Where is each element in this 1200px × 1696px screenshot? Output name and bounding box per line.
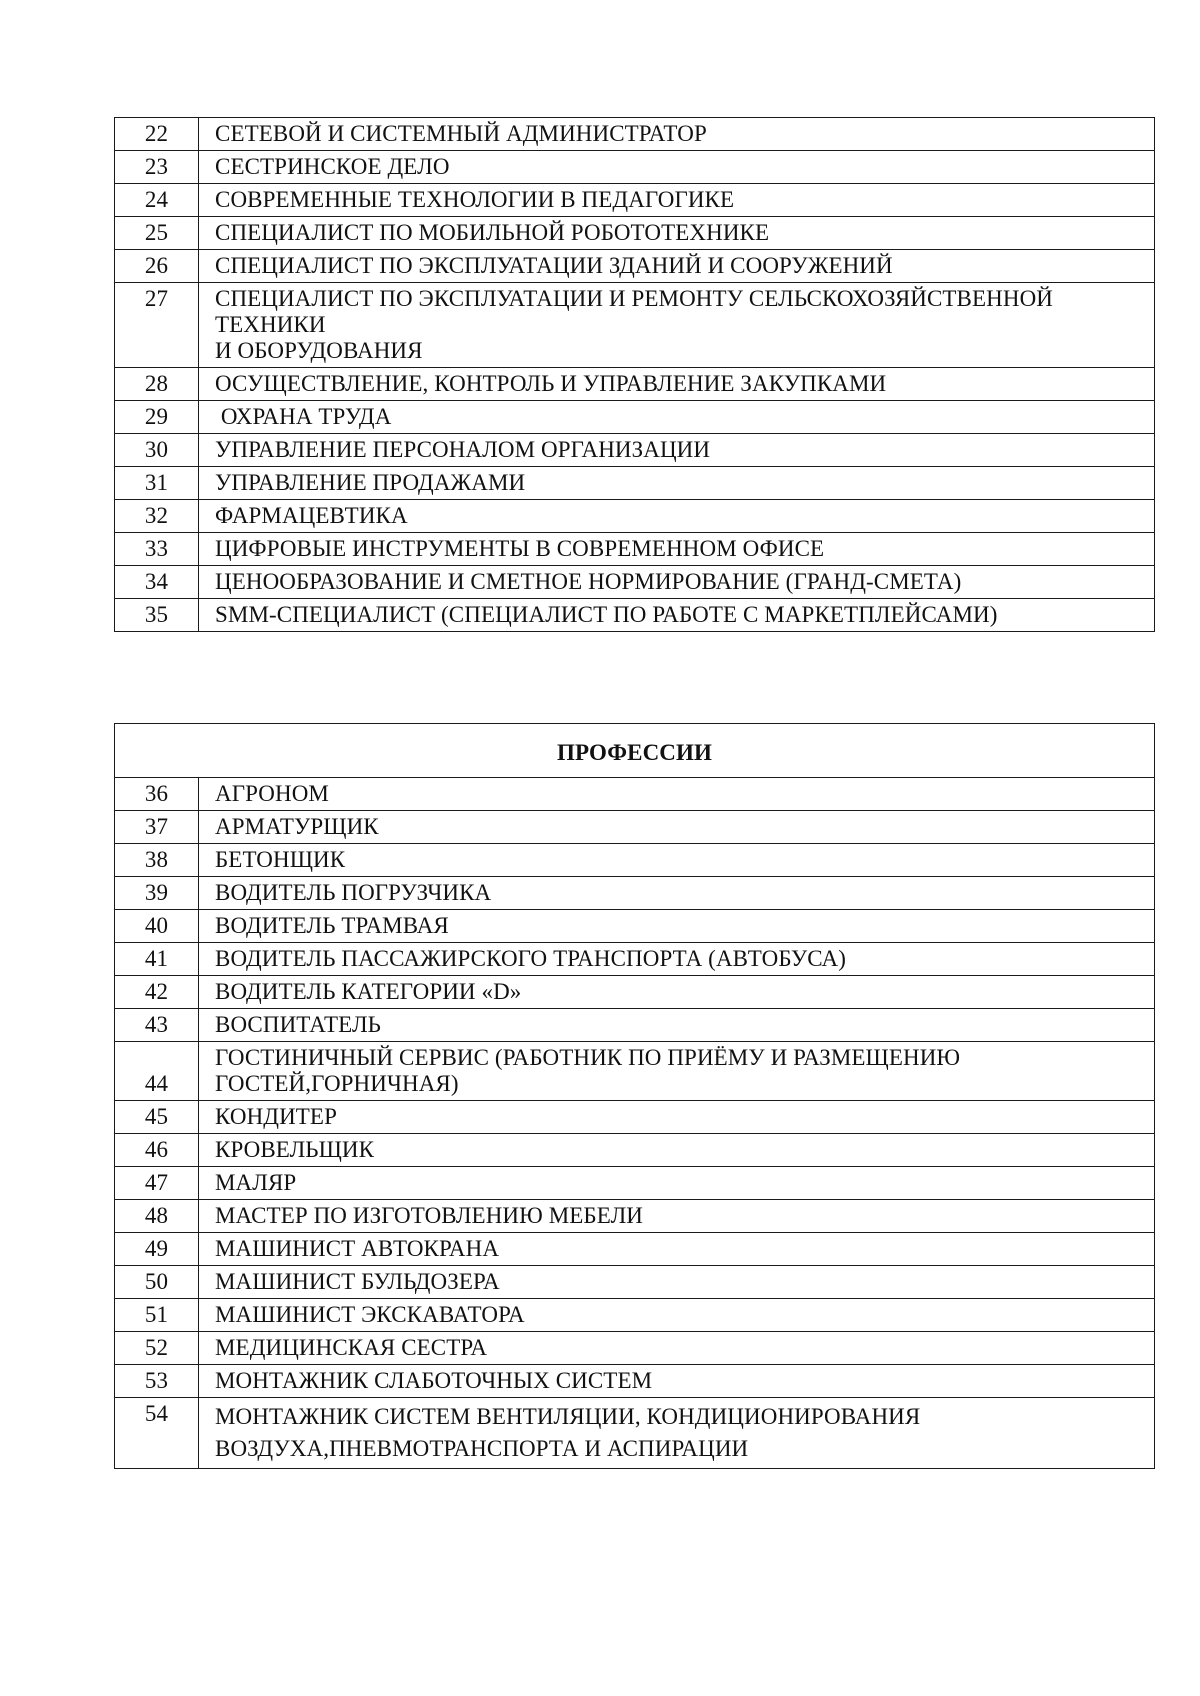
table-row	[115, 566, 1155, 599]
row-title: МАСТЕР ПО ИЗГОТОВЛЕНИЮ МЕБЕЛИ	[199, 1200, 1155, 1233]
table-row	[115, 910, 1155, 943]
table-row	[115, 1042, 1155, 1101]
row-number: 30	[115, 434, 199, 467]
row-title: МАШИНИСТ АВТОКРАНА	[199, 1233, 1155, 1266]
row-number: 41	[115, 943, 199, 976]
table-row	[115, 118, 1155, 151]
row-title: ФАРМАЦЕВТИКА	[199, 500, 1155, 533]
row-title: ВОДИТЕЛЬ ПАССАЖИРСКОГО ТРАНСПОРТА (АВТОБУСА)	[199, 943, 1155, 976]
professions-table	[114, 723, 1155, 1469]
row-title: ВОДИТЕЛЬ ПОГРУЗЧИКА	[199, 877, 1155, 910]
table-row	[115, 1266, 1155, 1299]
row-title: СПЕЦИАЛИСТ ПО ЭКСПЛУАТАЦИИ И РЕМОНТУ СЕЛЬСКОХОЗЯЙСТВЕННОЙ ТЕХНИКИ И ОБОРУДОВАНИЯ	[199, 283, 1155, 368]
row-title: ЦИФРОВЫЕ ИНСТРУМЕНТЫ В СОВРЕМЕННОМ ОФИСЕ	[199, 533, 1155, 566]
table-row	[115, 1167, 1155, 1200]
row-title: СПЕЦИАЛИСТ ПО МОБИЛЬНОЙ РОБОТОТЕХНИКЕ	[199, 217, 1155, 250]
row-number: 22	[115, 118, 199, 151]
table-row	[115, 1009, 1155, 1042]
table-row	[115, 976, 1155, 1009]
row-number: 42	[115, 976, 199, 1009]
row-number: 45	[115, 1101, 199, 1134]
row-title: ВОСПИТАТЕЛЬ	[199, 1009, 1155, 1042]
table-row	[115, 1398, 1155, 1469]
table-row	[115, 500, 1155, 533]
row-number: 27	[115, 283, 199, 368]
row-number: 24	[115, 184, 199, 217]
row-number: 23	[115, 151, 199, 184]
row-title: КОНДИТЕР	[199, 1101, 1155, 1134]
table-row	[115, 1332, 1155, 1365]
row-title: БЕТОНЩИК	[199, 844, 1155, 877]
row-title: УПРАВЛЕНИЕ ПРОДАЖАМИ	[199, 467, 1155, 500]
row-title: ГОСТИНИЧНЫЙ СЕРВИС (РАБОТНИК ПО ПРИЁМУ И РАЗМЕЩЕНИЮ ГОСТЕЙ,ГОРНИЧНАЯ)	[199, 1042, 1155, 1101]
table-row	[115, 184, 1155, 217]
row-number: 31	[115, 467, 199, 500]
table-row	[115, 1365, 1155, 1398]
row-number: 53	[115, 1365, 199, 1398]
row-number: 28	[115, 368, 199, 401]
row-title: ОСУЩЕСТВЛЕНИЕ, КОНТРОЛЬ И УПРАВЛЕНИЕ ЗАКУПКАМИ	[199, 368, 1155, 401]
row-title: СЕСТРИНСКОЕ ДЕЛО	[199, 151, 1155, 184]
table-row	[115, 401, 1155, 434]
row-number: 48	[115, 1200, 199, 1233]
row-title: СПЕЦИАЛИСТ ПО ЭКСПЛУАТАЦИИ ЗДАНИЙ И СООРУЖЕНИЙ	[199, 250, 1155, 283]
row-number: 34	[115, 566, 199, 599]
row-number: 54	[115, 1398, 199, 1469]
section-title: ПРОФЕССИИ	[115, 724, 1155, 778]
row-title: МАЛЯР	[199, 1167, 1155, 1200]
row-title: СЕТЕВОЙ И СИСТЕМНЫЙ АДМИНИСТРАТОР	[199, 118, 1155, 151]
table-row	[115, 844, 1155, 877]
table-row	[115, 811, 1155, 844]
row-title: МАШИНИСТ БУЛЬДОЗЕРА	[199, 1266, 1155, 1299]
table-row	[115, 250, 1155, 283]
row-title: МОНТАЖНИК СИСТЕМ ВЕНТИЛЯЦИИ, КОНДИЦИОНИРОВАНИЯ ВОЗДУХА,ПНЕВМОТРАНСПОРТА И АСПИРАЦИИ	[199, 1398, 1155, 1469]
table-row	[115, 467, 1155, 500]
table-row	[115, 1200, 1155, 1233]
row-number: 46	[115, 1134, 199, 1167]
row-number: 26	[115, 250, 199, 283]
row-title: МЕДИЦИНСКАЯ СЕСТРА	[199, 1332, 1155, 1365]
row-title: ВОДИТЕЛЬ ТРАМВАЯ	[199, 910, 1155, 943]
row-number: 50	[115, 1266, 199, 1299]
row-number: 43	[115, 1009, 199, 1042]
row-number: 35	[115, 599, 199, 632]
table-row	[115, 943, 1155, 976]
table-row	[115, 1134, 1155, 1167]
row-title: КРОВЕЛЬЩИК	[199, 1134, 1155, 1167]
table-row	[115, 151, 1155, 184]
table-row	[115, 283, 1155, 368]
row-title: ОХРАНА ТРУДА	[199, 401, 1155, 434]
programs-table-continued	[114, 117, 1155, 632]
row-title: ВОДИТЕЛЬ КАТЕГОРИИ «D»	[199, 976, 1155, 1009]
row-number: 32	[115, 500, 199, 533]
table-row	[115, 877, 1155, 910]
table-row	[115, 1101, 1155, 1134]
table-row	[115, 1299, 1155, 1332]
row-number: 51	[115, 1299, 199, 1332]
row-number: 25	[115, 217, 199, 250]
row-number: 49	[115, 1233, 199, 1266]
row-title: СОВРЕМЕННЫЕ ТЕХНОЛОГИИ В ПЕДАГОГИКЕ	[199, 184, 1155, 217]
table-row	[115, 1233, 1155, 1266]
row-title: ЦЕНООБРАЗОВАНИЕ И СМЕТНОЕ НОРМИРОВАНИЕ (ГРАНД-СМЕТА)	[199, 566, 1155, 599]
row-title: АРМАТУРЩИК	[199, 811, 1155, 844]
row-title: МОНТАЖНИК СЛАБОТОЧНЫХ СИСТЕМ	[199, 1365, 1155, 1398]
section-header-row	[115, 724, 1155, 778]
row-number: 37	[115, 811, 199, 844]
row-number: 44	[115, 1042, 199, 1101]
table-row	[115, 533, 1155, 566]
row-title: АГРОНОМ	[199, 778, 1155, 811]
row-number: 36	[115, 778, 199, 811]
row-number: 52	[115, 1332, 199, 1365]
row-number: 29	[115, 401, 199, 434]
row-title: МАШИНИСТ ЭКСКАВАТОРА	[199, 1299, 1155, 1332]
row-number: 40	[115, 910, 199, 943]
table-row	[115, 434, 1155, 467]
table-row	[115, 599, 1155, 632]
row-title: SMM-СПЕЦИАЛИСТ (СПЕЦИАЛИСТ ПО РАБОТЕ С МАРКЕТПЛЕЙСАМИ)	[199, 599, 1155, 632]
row-number: 39	[115, 877, 199, 910]
row-number: 33	[115, 533, 199, 566]
table-row	[115, 217, 1155, 250]
table-row	[115, 778, 1155, 811]
table-row	[115, 368, 1155, 401]
row-number: 47	[115, 1167, 199, 1200]
row-number: 38	[115, 844, 199, 877]
row-title: УПРАВЛЕНИЕ ПЕРСОНАЛОМ ОРГАНИЗАЦИИ	[199, 434, 1155, 467]
